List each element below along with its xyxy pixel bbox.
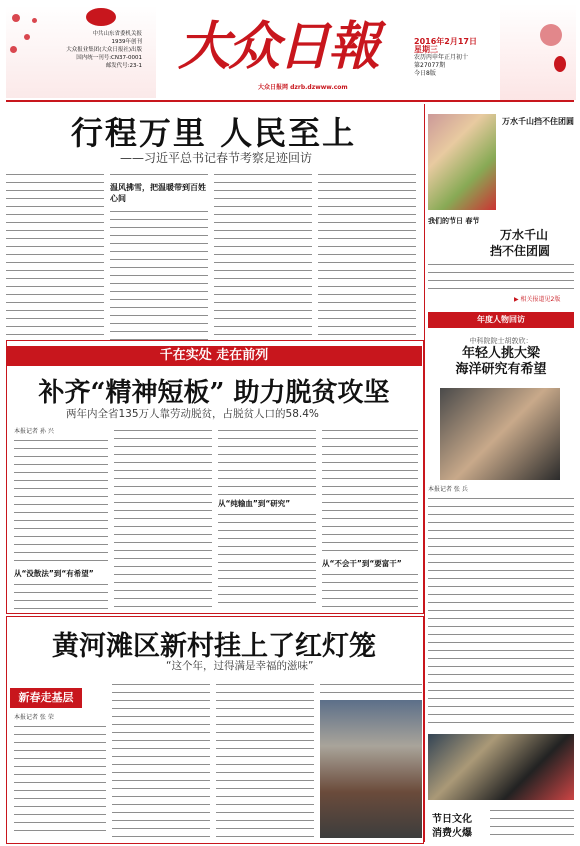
story2-text bbox=[322, 426, 418, 556]
org-line: 大众报业集团(大众日报社)出版 bbox=[66, 47, 142, 53]
issue-date: 2016年2月17日 bbox=[414, 37, 477, 46]
rc-bottom-title: 节日文化 bbox=[432, 814, 472, 825]
sidebar-headline: 挡不住团圆 bbox=[490, 244, 551, 258]
rc-headline: 年轻人挑大梁 bbox=[461, 346, 540, 361]
story2-subsection: 从“没散法”到“有希望” bbox=[14, 569, 94, 578]
text-column bbox=[214, 170, 312, 342]
rc-text bbox=[428, 494, 574, 730]
plum-blossom-icon bbox=[10, 46, 17, 53]
story2-text bbox=[14, 580, 108, 610]
story3-byline: 本报记者 张 荣 bbox=[14, 714, 54, 721]
website-label: 大众日报网 dzrb.dzwww.com bbox=[258, 84, 348, 91]
story2-subhead: 两年内全省135万人靠劳动脱贫，占脱贫人口的58.4% bbox=[66, 408, 319, 420]
story2-subsection: 从“不会干”到“要富干” bbox=[322, 559, 402, 568]
story2-byline: 本报记者 孙 兴 bbox=[14, 428, 54, 435]
story2-text bbox=[14, 436, 108, 566]
section-tag: 我们的节日 春节 bbox=[428, 217, 480, 225]
issue-weekday: 星期三 bbox=[414, 45, 438, 54]
org-line: 中共山东省委机关报 bbox=[92, 31, 142, 37]
photo-caption: 万水千山挡不住团圆 bbox=[502, 117, 574, 126]
right-column bbox=[428, 334, 574, 842]
story3-subhead: “这个年，过得满是幸福的滋味” bbox=[166, 660, 314, 672]
lead-headline: 行程万里 人民至上 bbox=[70, 114, 357, 152]
theme-banner: 千在实处 走在前列 bbox=[6, 346, 422, 366]
lunar-line: 农历丙申年正月初十 bbox=[414, 54, 469, 61]
rc-kicker: 中科院院士胡敦欣： bbox=[469, 337, 533, 345]
festival-photo bbox=[428, 114, 496, 210]
lunar-line: 今日8版 bbox=[414, 70, 436, 77]
more-link[interactable]: ▶ 相关报道见2版 bbox=[514, 296, 561, 303]
lead-subhead: ——习近平总书记春节考察足迹回访 bbox=[120, 151, 313, 165]
rc-byline: 本报记者 张 兵 bbox=[428, 486, 468, 493]
masthead-rule bbox=[6, 100, 574, 102]
sidebar-text bbox=[428, 260, 574, 292]
festival-crowd-photo bbox=[428, 734, 574, 800]
date-block bbox=[414, 38, 496, 78]
text-column bbox=[318, 170, 416, 342]
story2-headline: 补齐“精神短板” 助力脱贫攻坚 bbox=[38, 378, 390, 408]
village-photo bbox=[320, 700, 422, 838]
rc-caption-text bbox=[490, 806, 574, 838]
lead-body bbox=[6, 170, 421, 342]
newspaper-logo-icon bbox=[86, 8, 116, 26]
story3-headline: 黄河滩区新村挂上了红灯笼 bbox=[52, 631, 376, 662]
story2-text bbox=[218, 426, 316, 496]
plum-blossom-icon bbox=[32, 18, 37, 23]
story2-subsection: 从“纯输血”到“研究” bbox=[218, 499, 291, 508]
org-line: 邮发代号:23-1 bbox=[105, 63, 142, 69]
story2-text bbox=[114, 426, 212, 610]
festival-sidebar bbox=[428, 108, 574, 306]
monkey-decoration bbox=[500, 4, 576, 100]
text-column bbox=[110, 170, 208, 342]
column-divider bbox=[424, 104, 425, 842]
sidebar-headline: 万水千山 bbox=[500, 228, 549, 242]
org-line: 国内统一刊号:CN37-0001 bbox=[76, 55, 142, 61]
rc-bottom-title: 消费火爆 bbox=[432, 828, 472, 839]
story3-text bbox=[216, 680, 314, 838]
monkey-icon bbox=[540, 24, 562, 46]
story2-text bbox=[322, 570, 418, 610]
year-person-band: 年度人物回访 bbox=[428, 312, 574, 328]
newspaper-title: 大众日報 bbox=[178, 16, 379, 77]
text-column bbox=[6, 170, 104, 342]
column-tag: 新春走基层 bbox=[10, 688, 82, 708]
lantern-icon bbox=[554, 56, 566, 72]
story3-text bbox=[112, 680, 210, 838]
lunar-line: 第27077期 bbox=[414, 62, 446, 69]
rc-headline: 海洋研究有希望 bbox=[455, 362, 547, 377]
story3-text bbox=[320, 680, 422, 696]
story2-text bbox=[218, 510, 316, 610]
org-line: 1939年创刊 bbox=[111, 39, 142, 45]
story3-text bbox=[14, 722, 106, 838]
scientist-photo bbox=[440, 388, 560, 480]
publisher-info bbox=[30, 30, 142, 70]
inline-head: 温风拂雪，把温暖带到百姓心间 bbox=[110, 183, 206, 203]
plum-blossom-icon bbox=[12, 14, 20, 22]
